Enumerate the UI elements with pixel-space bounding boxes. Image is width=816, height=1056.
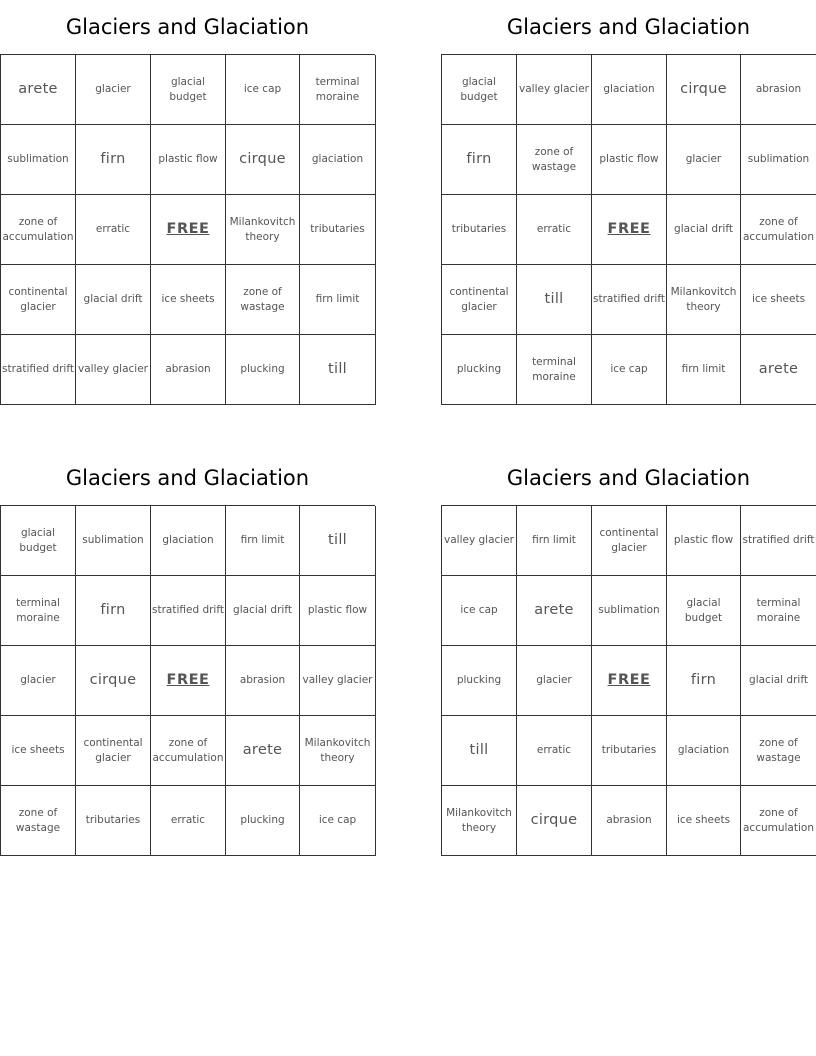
bingo-cell: sublimation bbox=[1, 125, 76, 195]
bingo-card-1 bbox=[0, 0, 375, 405]
bingo-cell: Milankovitch theory bbox=[442, 786, 517, 856]
bingo-cell: firn limit bbox=[300, 265, 376, 335]
bingo-cell: sublimation bbox=[76, 506, 151, 576]
bingo-cell: continental glacier bbox=[592, 506, 667, 576]
bingo-card-4 bbox=[441, 451, 816, 856]
bingo-cell: continental glacier bbox=[1, 265, 76, 335]
bingo-cell: tributaries bbox=[76, 786, 151, 856]
bingo-cell: plastic flow bbox=[592, 125, 667, 195]
bingo-cell: zone of wastage bbox=[226, 265, 300, 335]
bingo-cell: sublimation bbox=[592, 576, 667, 646]
bingo-cell: plucking bbox=[442, 646, 517, 716]
bingo-cell: glacial drift bbox=[76, 265, 151, 335]
card-title: Glaciers and Glaciation bbox=[65, 15, 310, 39]
bingo-cell: firn bbox=[442, 125, 517, 195]
bingo-grid bbox=[441, 54, 816, 405]
bingo-cell: terminal moraine bbox=[741, 576, 816, 646]
bingo-cell: zone of wastage bbox=[517, 125, 592, 195]
bingo-cell: firn limit bbox=[517, 506, 592, 576]
bingo-cell: ice sheets bbox=[667, 786, 741, 856]
bingo-cell: plastic flow bbox=[151, 125, 226, 195]
bingo-cell: cirque bbox=[76, 646, 151, 716]
bingo-cell: firn limit bbox=[226, 506, 300, 576]
bingo-cell: till bbox=[300, 335, 376, 405]
bingo-cell: ice sheets bbox=[151, 265, 226, 335]
bingo-cell: glacial budget bbox=[151, 55, 226, 125]
bingo-cell: glaciation bbox=[592, 55, 667, 125]
bingo-cell: firn bbox=[76, 125, 151, 195]
bingo-cell: glacial budget bbox=[1, 506, 76, 576]
bingo-cell: abrasion bbox=[741, 55, 816, 125]
bingo-cell: zone of wastage bbox=[741, 716, 816, 786]
bingo-cell: till bbox=[442, 716, 517, 786]
bingo-cell: tributaries bbox=[442, 195, 517, 265]
bingo-cell: valley glacier bbox=[517, 55, 592, 125]
bingo-cell: valley glacier bbox=[76, 335, 151, 405]
bingo-cell: zone of accumulation bbox=[741, 786, 816, 856]
bingo-cell: glacial budget bbox=[442, 55, 517, 125]
card-title: Glaciers and Glaciation bbox=[506, 466, 751, 490]
bingo-cell: continental glacier bbox=[442, 265, 517, 335]
bingo-cell: stratified drift bbox=[592, 265, 667, 335]
bingo-cell: glacier bbox=[667, 125, 741, 195]
bingo-cell: glaciation bbox=[300, 125, 376, 195]
bingo-cell: zone of accumulation bbox=[741, 195, 816, 265]
bingo-cell: Milankovitch theory bbox=[226, 195, 300, 265]
bingo-cell: arete bbox=[1, 55, 76, 125]
bingo-cell: firn limit bbox=[667, 335, 741, 405]
bingo-cell: tributaries bbox=[592, 716, 667, 786]
bingo-cell: continental glacier bbox=[76, 716, 151, 786]
free-space-cell: FREE bbox=[151, 195, 226, 265]
bingo-cell: abrasion bbox=[592, 786, 667, 856]
bingo-cell: Milankovitch theory bbox=[300, 716, 376, 786]
bingo-grid bbox=[0, 54, 375, 405]
bingo-cell: arete bbox=[226, 716, 300, 786]
free-space-cell: FREE bbox=[592, 646, 667, 716]
bingo-cell: erratic bbox=[517, 195, 592, 265]
bingo-card-2 bbox=[441, 0, 816, 405]
bingo-cell: sublimation bbox=[741, 125, 816, 195]
bingo-cell: plastic flow bbox=[667, 506, 741, 576]
bingo-cell: abrasion bbox=[151, 335, 226, 405]
bingo-cell: ice cap bbox=[300, 786, 376, 856]
bingo-grid bbox=[0, 505, 375, 856]
bingo-cell: ice cap bbox=[592, 335, 667, 405]
bingo-card-3 bbox=[0, 451, 375, 856]
bingo-cell: firn bbox=[76, 576, 151, 646]
bingo-cell: erratic bbox=[76, 195, 151, 265]
bingo-cell: plucking bbox=[226, 335, 300, 405]
bingo-cell: glacial drift bbox=[226, 576, 300, 646]
free-space-cell: FREE bbox=[151, 646, 226, 716]
free-space-cell: FREE bbox=[592, 195, 667, 265]
bingo-grid bbox=[441, 505, 816, 856]
bingo-cell: plucking bbox=[442, 335, 517, 405]
card-title: Glaciers and Glaciation bbox=[506, 15, 751, 39]
bingo-cell: glacier bbox=[1, 646, 76, 716]
bingo-cell: cirque bbox=[667, 55, 741, 125]
bingo-cell: plucking bbox=[226, 786, 300, 856]
bingo-cell: arete bbox=[741, 335, 816, 405]
bingo-cell: ice sheets bbox=[741, 265, 816, 335]
bingo-cell: tributaries bbox=[300, 195, 376, 265]
bingo-cell: ice cap bbox=[226, 55, 300, 125]
bingo-cell: stratified drift bbox=[1, 335, 76, 405]
bingo-cell: glacier bbox=[76, 55, 151, 125]
bingo-cell: arete bbox=[517, 576, 592, 646]
bingo-cell: plastic flow bbox=[300, 576, 376, 646]
bingo-cell: zone of wastage bbox=[1, 786, 76, 856]
bingo-cell: stratified drift bbox=[151, 576, 226, 646]
bingo-cell: abrasion bbox=[226, 646, 300, 716]
bingo-cell: valley glacier bbox=[442, 506, 517, 576]
bingo-cell: firn bbox=[667, 646, 741, 716]
bingo-cell: till bbox=[300, 506, 376, 576]
bingo-cell: valley glacier bbox=[300, 646, 376, 716]
bingo-cell: cirque bbox=[517, 786, 592, 856]
bingo-cell: cirque bbox=[226, 125, 300, 195]
bingo-cell: glaciation bbox=[667, 716, 741, 786]
bingo-cell: ice sheets bbox=[1, 716, 76, 786]
bingo-cell: ice cap bbox=[442, 576, 517, 646]
bingo-cell: zone of accumulation bbox=[151, 716, 226, 786]
bingo-cell: erratic bbox=[151, 786, 226, 856]
card-title: Glaciers and Glaciation bbox=[65, 466, 310, 490]
bingo-cell: glacial drift bbox=[667, 195, 741, 265]
bingo-cell: terminal moraine bbox=[1, 576, 76, 646]
bingo-cell: till bbox=[517, 265, 592, 335]
bingo-cell: erratic bbox=[517, 716, 592, 786]
bingo-cell: terminal moraine bbox=[517, 335, 592, 405]
bingo-cell: glacial budget bbox=[667, 576, 741, 646]
bingo-cell: Milankovitch theory bbox=[667, 265, 741, 335]
bingo-cell: terminal moraine bbox=[300, 55, 376, 125]
bingo-cell: glacial drift bbox=[741, 646, 816, 716]
bingo-cell: stratified drift bbox=[741, 506, 816, 576]
bingo-cell: glaciation bbox=[151, 506, 226, 576]
bingo-cell: glacier bbox=[517, 646, 592, 716]
bingo-cell: zone of accumulation bbox=[1, 195, 76, 265]
